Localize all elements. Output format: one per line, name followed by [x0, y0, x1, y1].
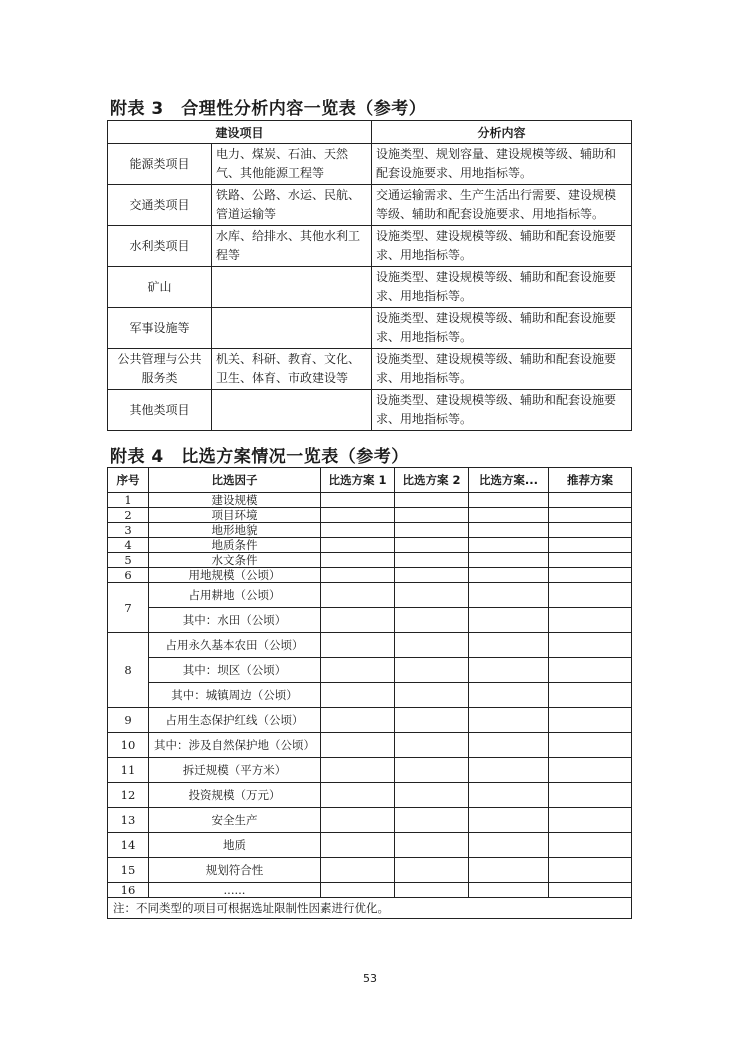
row-items: 铁路、公路、水运、民航、管道运输等 [212, 185, 372, 226]
recommended-cell [549, 608, 632, 633]
scheme-2-cell [395, 683, 469, 708]
scheme-1-cell [321, 708, 395, 733]
header-scheme-1: 比选方案 1 [321, 468, 395, 493]
scheme-1-cell [321, 683, 395, 708]
row-content: 设施类型、建设规模等级、辅助和配套设施要求、用地指标等。 [372, 226, 632, 267]
row-items [212, 308, 372, 349]
scheme-more-cell [469, 508, 549, 523]
table-row [108, 633, 632, 658]
scheme-more-cell [469, 568, 549, 583]
scheme-more-cell [469, 493, 549, 508]
header-scheme-2: 比选方案 2 [395, 468, 469, 493]
row-factor: ...... [149, 883, 321, 898]
scheme-1-cell [321, 808, 395, 833]
recommended-cell [549, 733, 632, 758]
recommended-cell [549, 883, 632, 898]
scheme-more-cell [469, 633, 549, 658]
header-scheme-more: 比选方案... [469, 468, 549, 493]
row-factor: 投资规模（万元） [149, 783, 321, 808]
row-category: 交通类项目 [108, 185, 212, 226]
row-number: 15 [108, 858, 149, 883]
row-factor: 安全生产 [149, 808, 321, 833]
table-row [108, 733, 632, 758]
scheme-more-cell [469, 553, 549, 568]
row-factor: 占用耕地（公顷） [149, 583, 321, 608]
scheme-2-cell [395, 808, 469, 833]
table-row [108, 523, 632, 538]
row-factor: 其中：城镇周边（公顷） [149, 683, 321, 708]
table-row [108, 833, 632, 858]
scheme-1-cell [321, 658, 395, 683]
scheme-1-cell [321, 758, 395, 783]
row-items [212, 267, 372, 308]
scheme-more-cell [469, 608, 549, 633]
table-row [108, 883, 632, 898]
table-row [108, 267, 632, 308]
row-number: 16 [108, 883, 149, 898]
row-items [212, 390, 372, 431]
row-category: 水利类项目 [108, 226, 212, 267]
table-header-row [108, 121, 632, 144]
scheme-1-cell [321, 568, 395, 583]
row-number: 4 [108, 538, 149, 553]
scheme-2-cell [395, 508, 469, 523]
header-recommended: 推荐方案 [549, 468, 632, 493]
table-row [108, 783, 632, 808]
scheme-2-cell [395, 733, 469, 758]
table-row [108, 144, 632, 185]
scheme-1-cell [321, 633, 395, 658]
row-number: 11 [108, 758, 149, 783]
table3-title: 附表 3 合理性分析内容一览表（参考） [110, 99, 427, 119]
scheme-2-cell [395, 493, 469, 508]
row-number: 13 [108, 808, 149, 833]
header-no: 序号 [108, 468, 149, 493]
recommended-cell [549, 708, 632, 733]
page-number: 53 [363, 972, 377, 985]
scheme-1-cell [321, 523, 395, 538]
row-factor: 地质条件 [149, 538, 321, 553]
row-number: 5 [108, 553, 149, 568]
scheme-more-cell [469, 708, 549, 733]
row-factor: 占用生态保护红线（公顷） [149, 708, 321, 733]
row-factor: 项目环境 [149, 508, 321, 523]
recommended-cell [549, 508, 632, 523]
row-content: 设施类型、建设规模等级、辅助和配套设施要求、用地指标等。 [372, 308, 632, 349]
row-factor: 其中：坝区（公顷） [149, 658, 321, 683]
table-row [108, 608, 632, 633]
scheme-2-cell [395, 553, 469, 568]
scheme-more-cell [469, 538, 549, 553]
row-number: 12 [108, 783, 149, 808]
scheme-2-cell [395, 883, 469, 898]
table-row [108, 185, 632, 226]
scheme-1-cell [321, 858, 395, 883]
table-row [108, 493, 632, 508]
table-row [108, 390, 632, 431]
scheme-1-cell [321, 783, 395, 808]
note-row [108, 898, 632, 919]
rationality-analysis-table [107, 120, 632, 431]
recommended-cell [549, 633, 632, 658]
recommended-cell [549, 538, 632, 553]
recommended-cell [549, 833, 632, 858]
recommended-cell [549, 758, 632, 783]
table-row [108, 683, 632, 708]
recommended-cell [549, 658, 632, 683]
row-category: 能源类项目 [108, 144, 212, 185]
scheme-more-cell [469, 523, 549, 538]
table-row [108, 708, 632, 733]
scheme-2-cell [395, 833, 469, 858]
table-row [108, 349, 632, 390]
recommended-cell [549, 683, 632, 708]
recommended-cell [549, 493, 632, 508]
scheme-2-cell [395, 538, 469, 553]
table-row [108, 583, 632, 608]
scheme-2-cell [395, 568, 469, 583]
table-row [108, 553, 632, 568]
recommended-cell [549, 523, 632, 538]
row-items: 电力、煤炭、石油、天然气、其他能源工程等 [212, 144, 372, 185]
row-number: 8 [108, 633, 149, 708]
row-factor: 地质 [149, 833, 321, 858]
table-row [108, 658, 632, 683]
header-analysis-content: 分析内容 [372, 121, 632, 144]
row-number: 3 [108, 523, 149, 538]
row-factor: 用地规模（公顷） [149, 568, 321, 583]
row-factor: 拆迁规模（平方米） [149, 758, 321, 783]
scheme-2-cell [395, 858, 469, 883]
scheme-2-cell [395, 783, 469, 808]
scheme-2-cell [395, 658, 469, 683]
row-number: 14 [108, 833, 149, 858]
row-factor: 水文条件 [149, 553, 321, 568]
recommended-cell [549, 553, 632, 568]
row-factor: 其中：涉及自然保护地（公顷） [149, 733, 321, 758]
table-note: 注：不同类型的项目可根据选址限制性因素进行优化。 [108, 898, 632, 919]
scheme-2-cell [395, 523, 469, 538]
scheme-more-cell [469, 683, 549, 708]
scheme-1-cell [321, 538, 395, 553]
row-factor: 建设规模 [149, 493, 321, 508]
row-items: 水库、给排水、其他水利工程等 [212, 226, 372, 267]
scheme-2-cell [395, 608, 469, 633]
scheme-1-cell [321, 508, 395, 523]
scheme-1-cell [321, 493, 395, 508]
table4-title: 附表 4 比选方案情况一览表（参考） [110, 447, 409, 467]
scheme-1-cell [321, 583, 395, 608]
table-row [108, 508, 632, 523]
row-content: 设施类型、建设规模等级、辅助和配套设施要求、用地指标等。 [372, 390, 632, 431]
table-row [108, 758, 632, 783]
table-row [108, 568, 632, 583]
scheme-more-cell [469, 833, 549, 858]
scheme-more-cell [469, 733, 549, 758]
row-number: 7 [108, 583, 149, 633]
table-header-row [108, 468, 632, 493]
row-factor: 地形地貌 [149, 523, 321, 538]
scheme-2-cell [395, 708, 469, 733]
recommended-cell [549, 808, 632, 833]
row-number: 2 [108, 508, 149, 523]
row-content: 设施类型、建设规模等级、辅助和配套设施要求、用地指标等。 [372, 267, 632, 308]
recommended-cell [549, 858, 632, 883]
row-number: 9 [108, 708, 149, 733]
scheme-2-cell [395, 758, 469, 783]
row-content: 设施类型、建设规模等级、辅助和配套设施要求、用地指标等。 [372, 349, 632, 390]
row-category: 军事设施等 [108, 308, 212, 349]
row-category: 公共管理与公共服务类 [108, 349, 212, 390]
table-row [108, 858, 632, 883]
row-items: 机关、科研、教育、文化、卫生、体育、市政建设等 [212, 349, 372, 390]
row-factor: 规划符合性 [149, 858, 321, 883]
scheme-more-cell [469, 758, 549, 783]
scheme-2-cell [395, 583, 469, 608]
table-row [108, 808, 632, 833]
row-content: 交通运输需求、生产生活出行需要、建设规模等级、辅助和配套设施要求、用地指标等。 [372, 185, 632, 226]
scheme-more-cell [469, 858, 549, 883]
scheme-1-cell [321, 733, 395, 758]
row-factor: 其中：水田（公顷） [149, 608, 321, 633]
scheme-2-cell [395, 633, 469, 658]
header-construction-project: 建设项目 [108, 121, 372, 144]
row-category: 其他类项目 [108, 390, 212, 431]
scheme-more-cell [469, 808, 549, 833]
row-content: 设施类型、规划容量、建设规模等级、辅助和配套设施要求、用地指标等。 [372, 144, 632, 185]
scheme-1-cell [321, 553, 395, 568]
scheme-1-cell [321, 608, 395, 633]
row-category: 矿山 [108, 267, 212, 308]
scheme-more-cell [469, 583, 549, 608]
recommended-cell [549, 783, 632, 808]
scheme-1-cell [321, 883, 395, 898]
row-factor: 占用永久基本农田（公顷） [149, 633, 321, 658]
scheme-more-cell [469, 783, 549, 808]
table-row [108, 226, 632, 267]
scheme-more-cell [469, 658, 549, 683]
recommended-cell [549, 583, 632, 608]
row-number: 10 [108, 733, 149, 758]
row-number: 1 [108, 493, 149, 508]
row-number: 6 [108, 568, 149, 583]
recommended-cell [549, 568, 632, 583]
table-row [108, 308, 632, 349]
comparison-scheme-table [107, 467, 632, 919]
header-factor: 比选因子 [149, 468, 321, 493]
table-row [108, 538, 632, 553]
scheme-1-cell [321, 833, 395, 858]
scheme-more-cell [469, 883, 549, 898]
